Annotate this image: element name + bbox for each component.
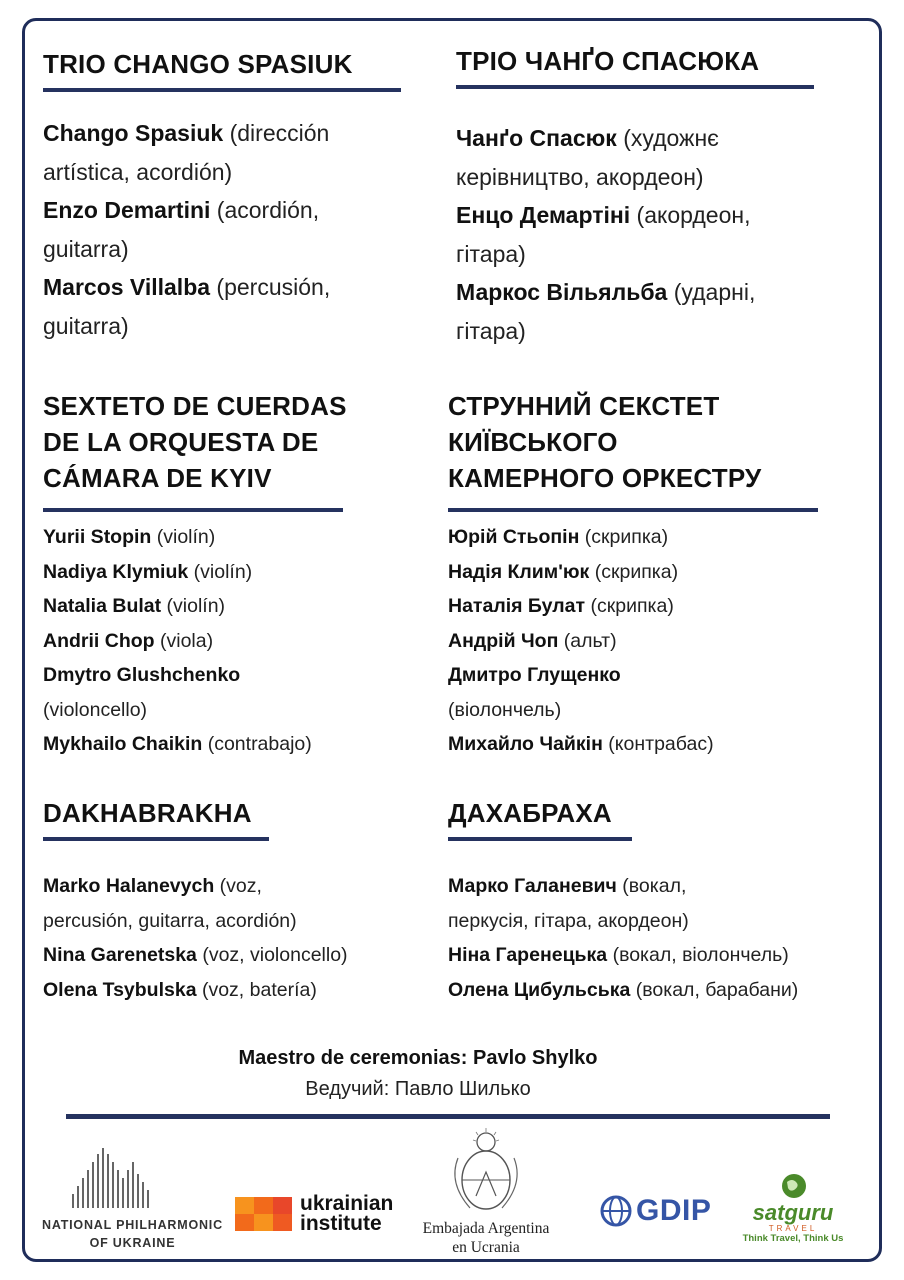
sextet-title-uk-l1: СТРУННИЙ СЕКСТЕТ: [448, 391, 720, 421]
dakha-members-es: [43, 869, 348, 1007]
gdip-logo: [600, 1194, 711, 1228]
embassy-text-l2: en Ucrania: [452, 1239, 520, 1256]
soundwave-bar: [102, 1148, 104, 1208]
ui-logo-text-l1: ukrainian: [300, 1192, 394, 1215]
dakha-members-uk: [448, 869, 798, 1007]
soundwave-bar: [92, 1162, 94, 1208]
footer-divider: [66, 1114, 830, 1119]
trio-underline-es: [43, 88, 401, 92]
trio-title-es: TRIO CHANGO SPASIUK: [43, 49, 353, 79]
soundwave-bar: [77, 1186, 79, 1208]
member-item: Yurii Stopin (violín): [43, 526, 216, 548]
member-item: Енцо Демартіні (акордеон,: [456, 202, 751, 228]
member-item: перкусія, гітара, акордеон): [448, 909, 689, 932]
trio-section-uk: [456, 43, 814, 350]
member-item: Dmytro Glushchenko: [43, 664, 241, 686]
member-item: Надія Клим'юк (скрипка): [448, 560, 679, 583]
dakha-underline-uk: [448, 837, 632, 841]
sextet-underline-es: [43, 508, 343, 512]
soundwave-bar: [142, 1182, 144, 1208]
member-item: Юрій Стьопін (скрипка): [448, 526, 669, 548]
member-item: Андрій Чоп (альт): [448, 629, 617, 652]
member-item: Олена Цибульська (вокал, барабани): [448, 978, 799, 1001]
soundwave-bar: [132, 1162, 134, 1208]
soundwave-bar: [87, 1170, 89, 1208]
member-item: Марко Галаневич (вокал,: [448, 875, 687, 897]
member-item: Natalia Bulat (violín): [43, 595, 226, 617]
soundwave-bar: [117, 1170, 119, 1208]
soundwave-bar: [137, 1174, 139, 1208]
member-item: percusión, guitarra, acordión): [43, 909, 297, 932]
sextet-section-es: [43, 388, 347, 762]
soundwave-bar: [97, 1154, 99, 1208]
member-item: гітара): [456, 240, 526, 267]
trio-members-uk: [456, 119, 814, 350]
mc-uk: Ведучий: Павло Шилько: [305, 1078, 531, 1100]
ui-logo: [235, 1194, 393, 1234]
sextet-title-uk-l3: КАМЕРНОГО ОРКЕСТРУ: [448, 463, 762, 493]
satguru-logo: [738, 1172, 848, 1244]
member-item: Ніна Гаренецька (вокал, віолончель): [448, 944, 789, 966]
soundwave-bars-icon: [72, 1146, 223, 1208]
gdip-text: GDIP: [636, 1194, 712, 1227]
dakha-section-es: [43, 795, 348, 1007]
satguru-text: satguru: [752, 1200, 834, 1225]
member-item: Маркос Вільяльба (ударні,: [456, 279, 756, 305]
ui-logo-text-l2: institute: [300, 1212, 382, 1235]
member-item: керівництво, акордеон): [456, 163, 704, 190]
satguru-sub: TRAVEL: [768, 1224, 818, 1233]
sextet-title-es-l1: SEXTETO DE CUERDAS: [43, 391, 347, 421]
dakha-title-es: DAKHABRAKHA: [43, 798, 252, 828]
orange-grid-icon: [235, 1197, 292, 1231]
sextet-members-uk: [448, 520, 818, 762]
member-item: Mykhailo Chaikin (contrabajo): [43, 733, 312, 755]
trio-underline-uk: [456, 85, 814, 89]
soundwave-bar: [122, 1178, 124, 1208]
member-item: Михайло Чайкін (контрабас): [448, 733, 714, 755]
soundwave-bar: [107, 1154, 109, 1208]
member-item: гітара): [456, 317, 526, 344]
member-item: Andrii Chop (viola): [43, 629, 214, 652]
trio-title-uk: ТРІО ЧАНҐО СПАСЮКА: [456, 46, 760, 76]
dakha-section-uk: [448, 795, 798, 1007]
member-item: Дмитро Глущенко: [448, 664, 621, 686]
trio-section-es: [43, 46, 401, 345]
member-item: Marko Halanevych (voz,: [43, 875, 262, 897]
member-item: guitarra): [43, 235, 129, 262]
member-item: (віолончель): [448, 698, 562, 721]
mc-es: Maestro de ceremonias: Pavlo Shylko: [238, 1047, 598, 1069]
embassy-logo: [418, 1128, 554, 1257]
globe-icon: [780, 1172, 808, 1200]
soundwave-bar: [147, 1190, 149, 1208]
dakha-underline-es: [43, 837, 269, 841]
member-item: (violoncello): [43, 698, 148, 721]
soundwave-bar: [112, 1162, 114, 1208]
sextet-members-es: [43, 520, 347, 762]
member-item: artística, acordión): [43, 158, 233, 185]
member-item: Nadiya Klymiuk (violín): [43, 560, 253, 583]
embassy-text-l1: Embajada Argentina: [422, 1220, 550, 1237]
member-item: Чанґо Спасюк (художнє: [456, 125, 719, 151]
sextet-section-uk: [448, 388, 818, 762]
np-logo: [42, 1146, 223, 1252]
member-item: Olena Tsybulska (voz, batería): [43, 978, 317, 1001]
argentine-coat-of-arms-icon: [418, 1128, 554, 1214]
soundwave-bar: [82, 1178, 84, 1208]
sextet-title-uk-l2: КИЇВСЬКОГО: [448, 427, 618, 457]
soundwave-bar: [127, 1170, 129, 1208]
member-item: guitarra): [43, 312, 129, 339]
sextet-title-es-l3: CÁMARA DE KYIV: [43, 463, 272, 493]
sextet-title-es-l2: DE LA ORQUESTA DE: [43, 427, 319, 457]
trio-members-es: [43, 114, 401, 345]
satguru-tagline: Think Travel, Think Us: [742, 1233, 844, 1244]
dakha-title-uk: ДАХАБРАХА: [448, 798, 612, 828]
sextet-underline-uk: [448, 508, 818, 512]
globe-icon: [600, 1195, 632, 1227]
soundwave-bar: [72, 1194, 74, 1208]
member-item: Enzo Demartini (acordión,: [43, 197, 320, 223]
member-item: Nina Garenetska (voz, violoncello): [43, 944, 348, 966]
member-item: Marcos Villalba (percusión,: [43, 274, 331, 300]
np-logo-text-l2: OF UKRAINE: [89, 1236, 176, 1250]
np-logo-text-l1: NATIONAL PHILHARMONIC: [42, 1218, 223, 1232]
member-item: Наталія Булат (скрипка): [448, 595, 674, 617]
member-item: Chango Spasiuk (dirección: [43, 120, 330, 146]
